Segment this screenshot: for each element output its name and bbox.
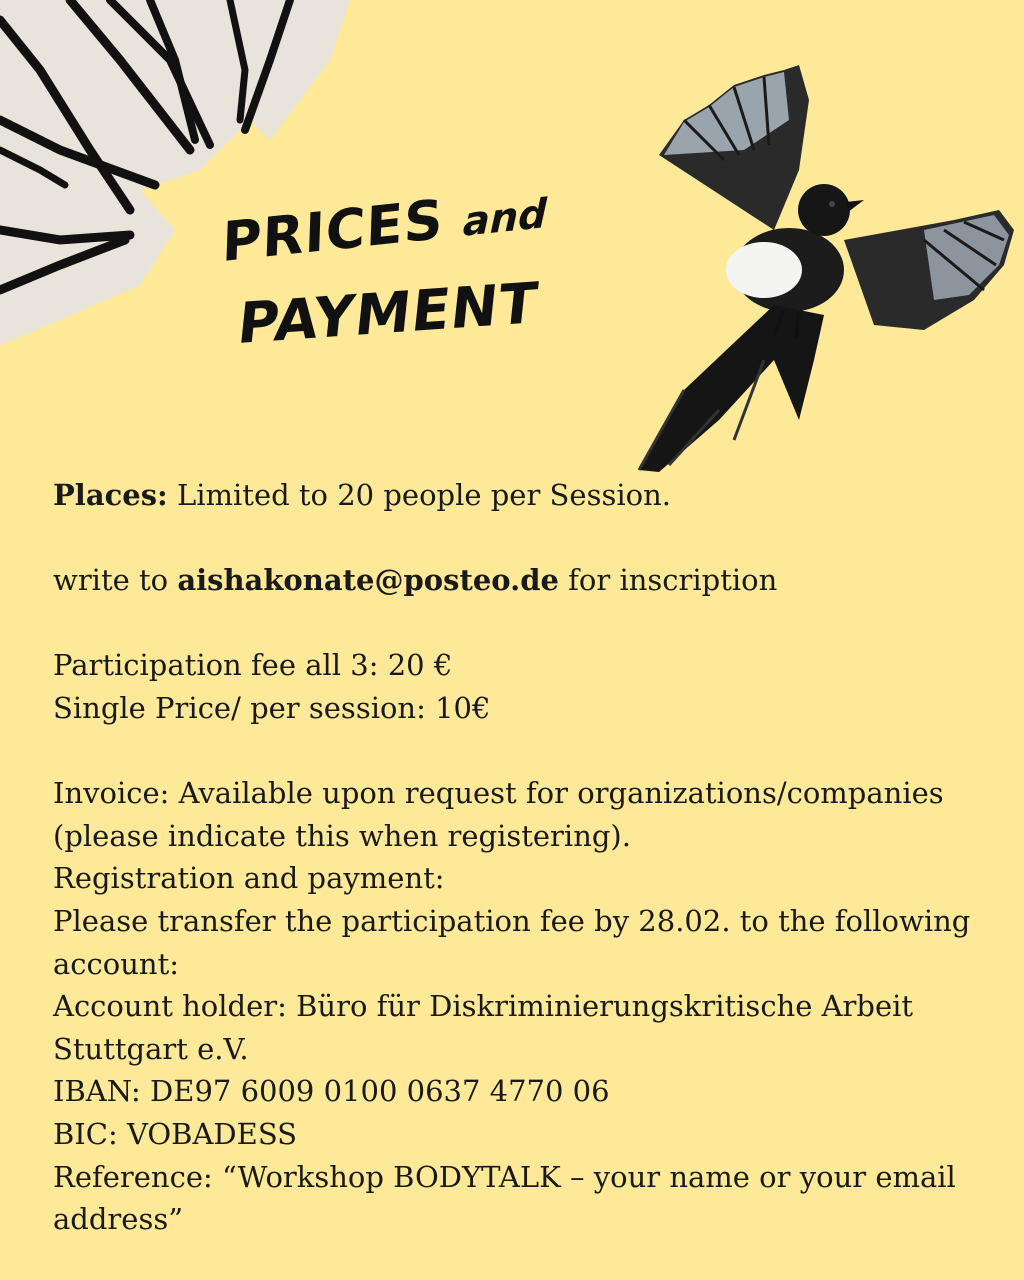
magpie-icon — [624, 60, 1024, 480]
title-and: and — [462, 190, 548, 246]
iban: IBAN: DE97 6009 0100 0637 4770 06 — [53, 1074, 610, 1109]
payment-reference: Reference: “Workshop BODYTALK – your name or your email address” — [53, 1159, 956, 1237]
fee-single-session: Single Price/ per session: 10€ — [53, 690, 491, 725]
places-line — [53, 474, 983, 517]
account-holder: Account holder: Büro für Diskriminierungskritische Arbeit Stuttgart e.V. — [53, 989, 914, 1066]
fee-all-sessions: Participation fee all 3: 20 € — [53, 648, 453, 683]
inscription-suffix: for inscription — [558, 563, 778, 598]
info-body — [53, 474, 983, 1241]
inscription-line — [53, 559, 983, 602]
title-payment: PAYMENT — [234, 270, 542, 358]
places-label: Places: — [53, 478, 168, 512]
bic: BIC: VOBADESS — [53, 1116, 298, 1151]
invoice-text: Invoice: Available upon request for organizations/companies (please indicate this when registering). — [53, 776, 944, 853]
places-text: Limited to 20 people per Session. — [167, 478, 671, 512]
title-prices: PRICES — [220, 187, 445, 275]
contact-email: aishakonate@posteo.de — [177, 563, 559, 598]
transfer-instruction: Please transfer the participation fee by 28.02. to the following account: — [53, 903, 971, 981]
registration-heading: Registration and payment: — [53, 861, 445, 896]
page-title — [220, 187, 552, 358]
inscription-prefix: write to — [53, 563, 178, 598]
